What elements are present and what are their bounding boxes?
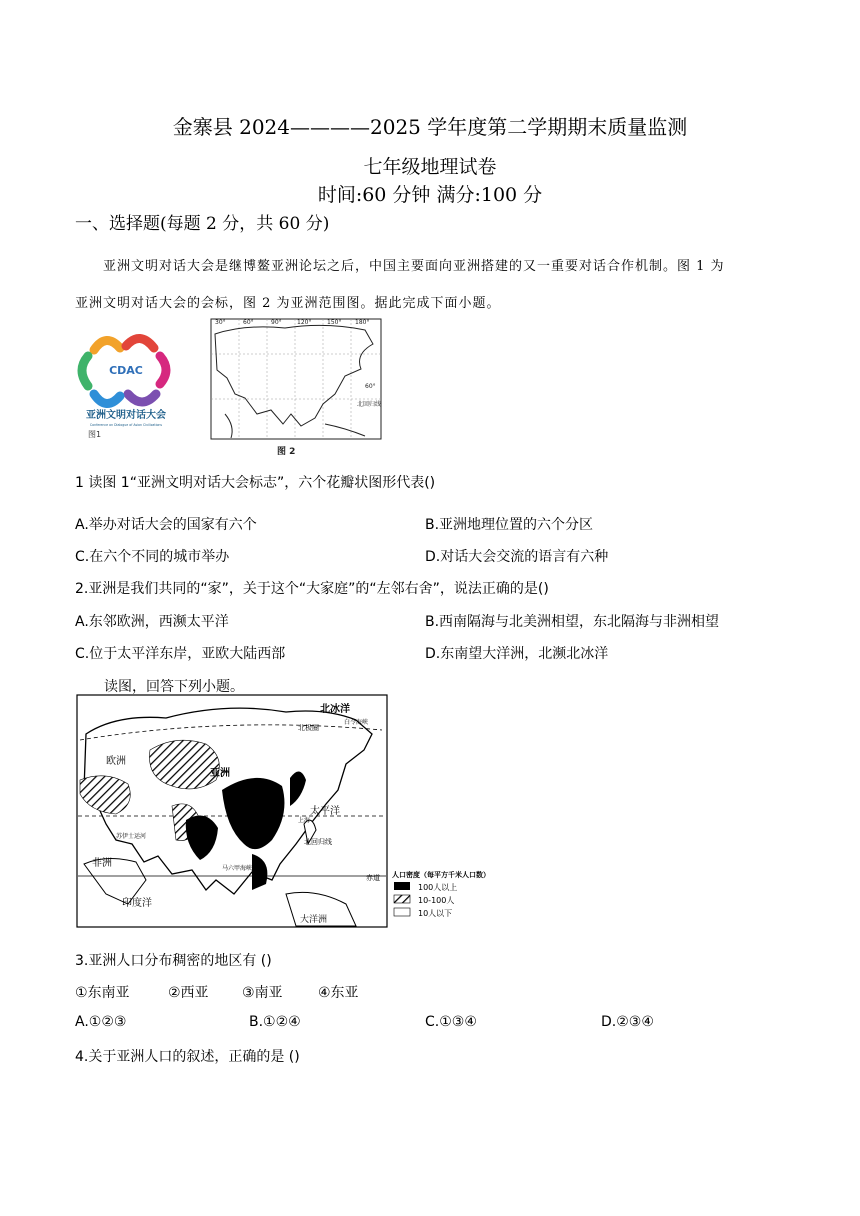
q3-option-a[interactable]: A.①②③ [75,1014,127,1030]
q1-option-c[interactable]: C.在六个不同的城市举办 [75,549,230,565]
q2-option-b[interactable]: B.西南隔海与北美洲相望，东北隔海与非洲相望 [425,614,720,630]
map-lon-180: 180° [355,319,370,326]
q2-option-a[interactable]: A.东邻欧洲，西濒太平洋 [75,614,229,630]
population-density-map [76,694,538,929]
map-arctic-ocean: 北冰洋 [320,704,350,715]
q1-option-d[interactable]: D.对话大会交流的语言有六种 [425,549,609,565]
map-lat-60: 60° [365,383,376,390]
legend-high: 100人以上 [418,883,458,892]
figure-1-logo [76,328,176,440]
q1-option-a[interactable]: A.举办对话大会的国家有六个 [75,517,257,533]
map-tropic-label: 北回归线 [357,401,382,408]
map-oceania: 大洋洲 [300,915,328,925]
map-europe: 欧洲 [106,756,126,767]
q1-stem: 1 读图 1“亚洲文明对话大会标志”，六个花瓣状图形代表() [75,475,436,491]
map-lon-90: 90° [271,319,282,326]
q2-stem: 2.亚洲是我们共同的“家”，关于这个“大家庭”的“左邻右舍”，说法正确的是() [75,581,549,597]
legend-swatch-mid [394,895,410,903]
figure-2-asia-map [205,314,390,458]
legend-swatch-high [394,882,410,890]
q3-stem: 3.亚洲人口分布稠密的地区有 () [75,953,272,969]
section-heading: 一、选择题(每题 2 分，共 60 分) [75,214,330,234]
map-malacca-strait: 马六甲海峡 [222,865,253,872]
figure-1-caption: 图1 [88,430,102,439]
logo-name-en: Conference on Dialogue of Asian Civilizations [89,423,163,427]
q2-option-c[interactable]: C.位于太平洋东岸，亚欧大陆西部 [75,646,286,662]
figure-2-caption: 图 2 [277,447,296,457]
q4-stem: 4.关于亚洲人口的叙述，正确的是 () [75,1049,300,1065]
map-shanghai: 上海 [298,817,311,824]
legend-mid: 10-100人 [418,896,455,905]
legend-low: 10人以下 [418,909,453,918]
map-lon-60: 60° [243,319,254,326]
intro-line-2: 亚洲文明对话大会的会标，图 2 为亚洲范围图。据此完成下面小题。 [75,296,501,311]
logo-name-cn: 亚洲文明对话大会 [86,410,166,421]
map-tropic-line: 北回归线 [304,838,332,846]
exam-meta: 时间:60 分钟 满分:100 分 [317,184,543,206]
q2-option-d[interactable]: D.东南望大洋洲，北濒北冰洋 [425,646,609,662]
map-bering-strait: 白令海峡 [344,719,369,726]
map-indian-ocean: 印度洋 [122,898,152,909]
q3-option-b[interactable]: B.①②④ [249,1014,301,1030]
map-africa: 非洲 [92,858,112,869]
legend-title: 人口密度（每平方千米人口数） [392,871,490,879]
map-lon-120: 120° [297,319,312,326]
map-lon-30: 30° [215,319,226,326]
map-arctic-circle: 北极圈 [298,724,319,732]
map-suez-canal: 苏伊士运河 [116,833,147,840]
exam-subtitle: 七年级地理试卷 [363,156,497,178]
q3-choice-2: ②西亚 [168,985,209,1001]
logo-acronym: CDAC [109,364,143,377]
q3-option-d[interactable]: D.②③④ [601,1014,654,1030]
legend-swatch-low [394,908,410,916]
map-lon-150: 150° [327,319,342,326]
q3-choice-1: ①东南亚 [75,985,130,1001]
q3-choice-3: ③南亚 [242,985,283,1001]
read-prompt: 读图，回答下列小题。 [104,679,244,695]
map-asia: 亚洲 [210,768,230,779]
intro-line-1: 亚洲文明对话大会是继博鳌亚洲论坛之后，中国主要面向亚洲搭建的又一重要对话合作机制。图 1 为 [103,259,725,274]
q1-option-b[interactable]: B.亚洲地理位置的六个分区 [425,517,594,533]
map-pacific: 太平洋 [310,806,340,817]
q3-option-c[interactable]: C.①③④ [425,1014,477,1030]
q3-choice-4: ④东亚 [318,985,359,1001]
map-equator: 赤道 [366,874,380,882]
exam-title: 金寨县 2024————2025 学年度第二学期期末质量监测 [172,115,688,139]
